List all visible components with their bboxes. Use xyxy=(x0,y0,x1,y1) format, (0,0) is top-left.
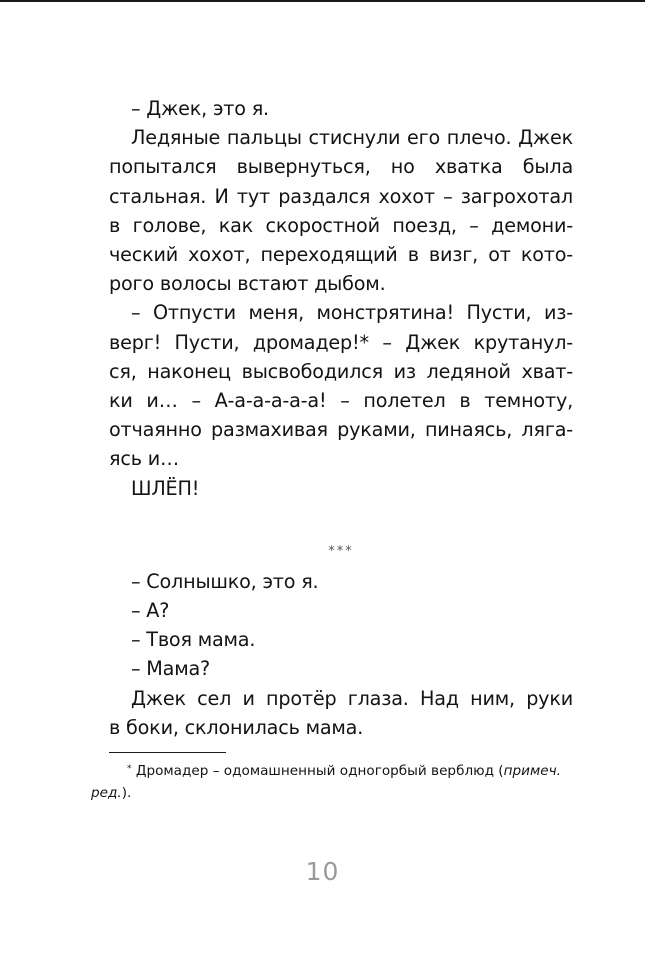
paragraph-dialogue-5 xyxy=(109,625,573,654)
footnote-italic: примеч. xyxy=(503,763,561,779)
footnote xyxy=(91,758,573,804)
top-border-rule xyxy=(0,0,645,2)
text-line: стальная. И тут раздался хохот – загрохотал xyxy=(109,184,573,208)
text-line: – Джек, это я. xyxy=(131,97,269,120)
section-separator: *** xyxy=(328,543,354,559)
text-line: верг! Пусти, дромадер!* – Джек крутанул- xyxy=(109,330,573,354)
text-line: в боки, склонилась мама. xyxy=(109,715,364,739)
text-line: – Твоя мама. xyxy=(131,628,256,652)
page-number: 10 xyxy=(305,857,340,886)
text-line: отчаянно размахивая руками, пинаясь, ляга- xyxy=(109,418,573,442)
text-line: – Мама? xyxy=(131,657,211,681)
text-line: ся, наконец высвободился из ледяной хват- xyxy=(109,359,573,383)
text-line: – Отпусти меня, монстрятина! Пусти, из- xyxy=(131,301,573,325)
text-line: Ледяные пальцы стиснули его плечо. Джек xyxy=(131,126,573,150)
footnote-italic-2: ред. xyxy=(91,785,122,801)
paragraph-dialogue-1 xyxy=(109,94,573,123)
page-body xyxy=(109,94,573,742)
paragraph-dialogue-2 xyxy=(109,298,573,473)
paragraph-narration-2 xyxy=(109,684,573,742)
text-line: – А? xyxy=(131,599,170,623)
text-line: рого волосы встают дыбом. xyxy=(109,272,386,296)
text-line: ясь и… xyxy=(109,447,179,471)
paragraph-shlep xyxy=(109,474,573,503)
footnote-rule xyxy=(109,752,226,753)
paragraph-dialogue-4 xyxy=(109,596,573,625)
text-line: ческий хохот, переходящий в визг, от кото- xyxy=(109,243,573,267)
footnote-end: ). xyxy=(121,785,132,801)
text-line: Джек сел и протёр глаза. Над ним, руки xyxy=(131,686,573,710)
paragraph-dialogue-3 xyxy=(109,567,573,596)
footnote-marker: * xyxy=(127,764,132,774)
paragraph-dialogue-6 xyxy=(109,654,573,683)
text-line: ШЛЁП! xyxy=(131,476,200,500)
text-line: – Солнышко, это я. xyxy=(131,569,319,593)
footnote-text: Дромадер – одомашненный одногорбый верблюд ( xyxy=(135,763,504,779)
text-line: ки и… – А-а-а-а-а-а! – полетел в темноту, xyxy=(109,389,573,413)
text-line: в голове, как скоростной поезд, – демони- xyxy=(109,213,573,237)
text-line: попытался вывернуться, но хватка была xyxy=(109,155,573,179)
paragraph-narration-1 xyxy=(109,123,573,298)
